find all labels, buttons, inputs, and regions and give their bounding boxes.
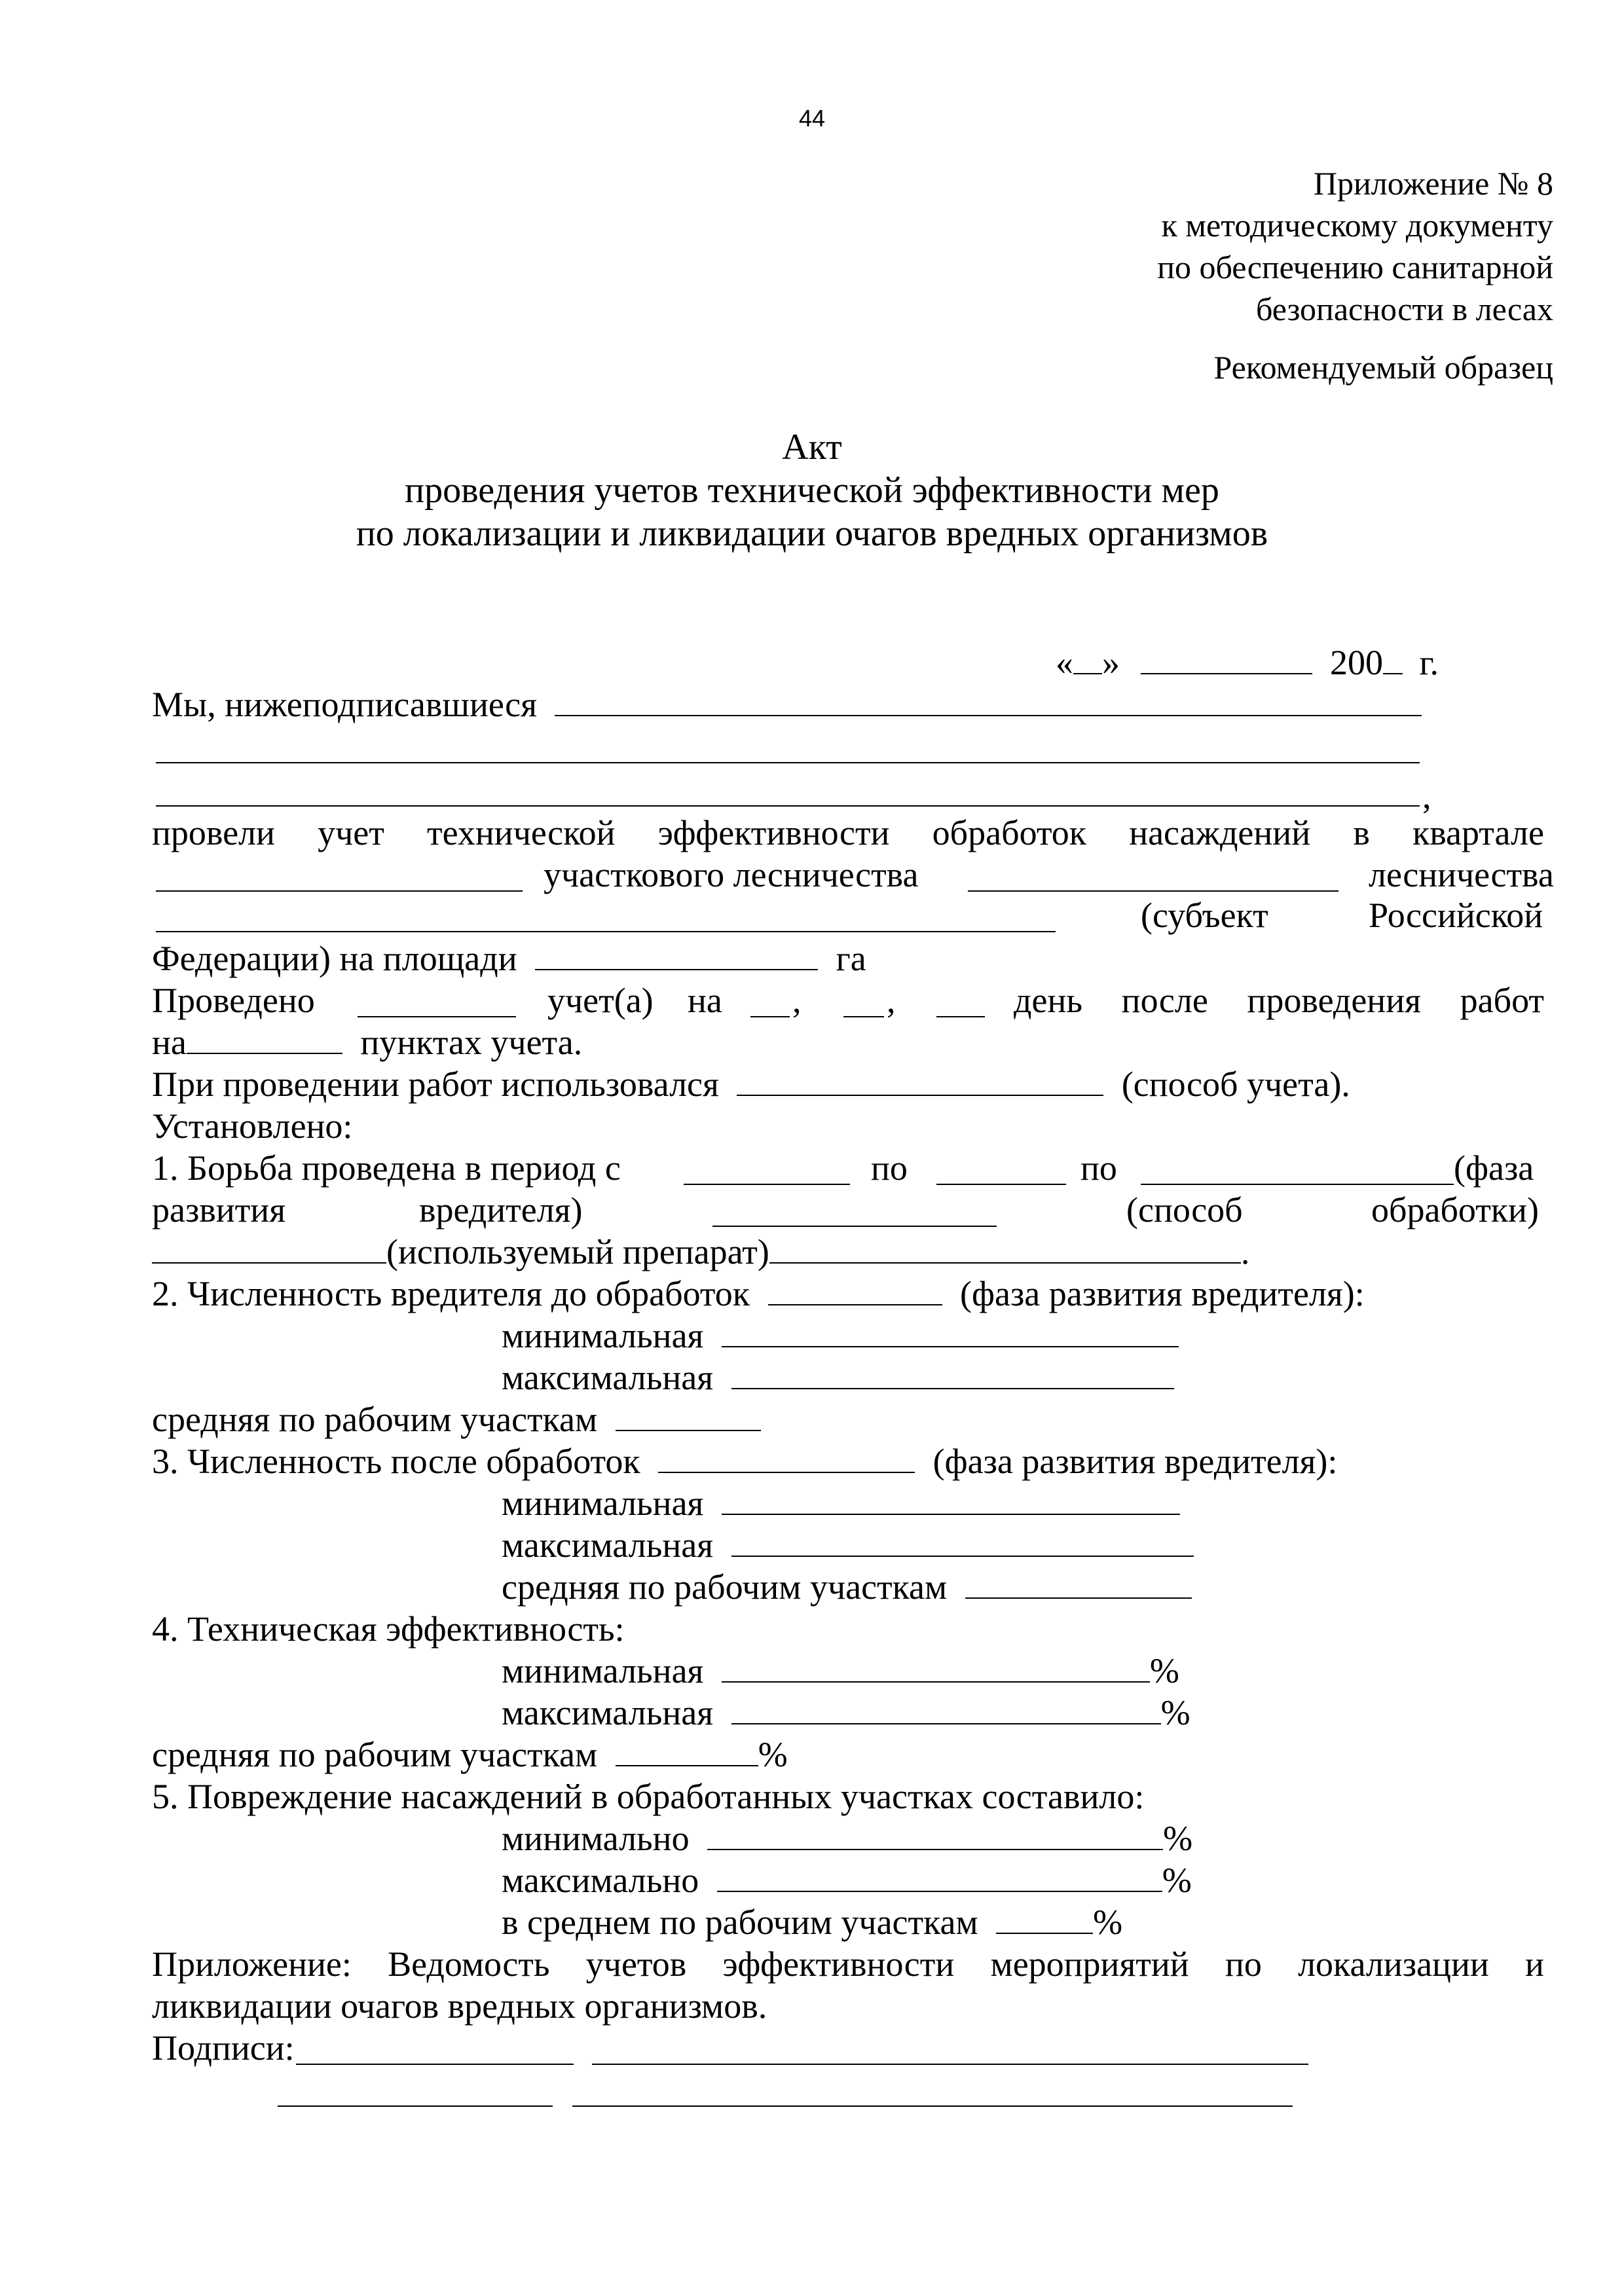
forestry-label: лесничества [1369, 855, 1554, 894]
conducted-word-6: насаждений [1129, 813, 1311, 852]
s1-dev-label: развития [152, 1190, 286, 1230]
attachment-word-2: Ведомость [388, 1944, 550, 1984]
performed-word-after: после [1121, 981, 1208, 1020]
intro-label: Мы, нижеподписавшиеся [152, 685, 537, 724]
title-line-2: проведения учетов технической эффективности мер [405, 470, 1219, 511]
date-year-prefix: 200 [1330, 643, 1383, 682]
day-field-2[interactable] [843, 1016, 884, 1017]
s4-avg-percent: % [758, 1735, 788, 1774]
s2-max-line [502, 1357, 1174, 1398]
subject-word-label: Российской [1369, 896, 1543, 935]
s1-method-close: обработки) [1371, 1190, 1539, 1230]
s4-max-percent: % [1160, 1693, 1190, 1732]
s1-by-1: по [871, 1148, 908, 1188]
s3-prefix: 3. Численность после обработок [152, 1442, 640, 1481]
s5-avg-field[interactable] [996, 1903, 1093, 1934]
method-line [152, 1063, 1350, 1105]
count-field[interactable] [358, 1016, 516, 1017]
appendix-line-3: по обеспечению санитарной [1157, 249, 1553, 285]
conducted-line [152, 812, 1544, 854]
s3-max-label: максимальная [502, 1525, 714, 1565]
s3-avg-field[interactable] [965, 1567, 1192, 1599]
s4-avg-label: средняя по рабочим участкам [152, 1735, 598, 1774]
s4-avg-field[interactable] [616, 1735, 758, 1766]
performed-label: Проведено [152, 981, 315, 1020]
points-count-field[interactable] [187, 1023, 342, 1054]
district-forestry-field[interactable] [968, 890, 1338, 892]
s2-count-field[interactable] [768, 1274, 942, 1305]
s5-heading: 5. Повреждение насаждений в обработанных участках составило: [152, 1777, 1145, 1816]
s4-max-field[interactable] [731, 1693, 1161, 1724]
s1-preparation-field[interactable] [769, 1232, 1241, 1264]
appendix-line-1: Приложение № 8 [1313, 165, 1553, 202]
signatures-label: Подписи: [152, 2028, 295, 2068]
quarter-field[interactable] [156, 890, 523, 892]
s2-avg-label: средняя по рабочим участкам [152, 1400, 598, 1439]
district-forestry-label: участкового лесничества [544, 855, 919, 894]
s1-period: . [1240, 1232, 1250, 1271]
attachment-word-8: и [1525, 1944, 1544, 1984]
signature-name-field-2[interactable] [572, 2105, 1293, 2107]
s2-line [152, 1273, 1365, 1315]
attachment-word-6: по [1225, 1944, 1262, 1984]
points-prefix: на [152, 1023, 187, 1062]
signatories-field-2[interactable] [156, 762, 1420, 763]
conducted-word-4: эффективности [657, 813, 890, 852]
forestry-field[interactable] [156, 931, 1056, 932]
s1-by-2: по [1080, 1148, 1117, 1188]
area-line [152, 938, 866, 979]
conducted-word-7: в [1353, 813, 1370, 852]
s4-min-field[interactable] [722, 1651, 1150, 1683]
appendix-line-4: безопасности в лесах [1256, 291, 1553, 327]
day-field-3[interactable] [936, 1016, 985, 1017]
day-comma-1: , [792, 981, 802, 1020]
s5-min-percent: % [1163, 1819, 1193, 1858]
s1-pest-label: вредителя) [419, 1190, 583, 1230]
hectares-label: га [836, 939, 866, 978]
document-title [0, 426, 1624, 555]
s3-avg-label: средняя по рабочим участкам [502, 1567, 948, 1607]
s2-avg-field[interactable] [616, 1400, 761, 1431]
area-field[interactable] [535, 939, 818, 970]
s1-preparation-line [152, 1231, 1249, 1273]
signature-field-1[interactable] [296, 2064, 574, 2065]
signatories-field-3[interactable] [156, 805, 1420, 807]
s5-max-field[interactable] [717, 1861, 1162, 1892]
s4-max-label: максимальная [502, 1693, 714, 1732]
date-close-quote: » [1102, 643, 1120, 682]
s2-min-field[interactable] [722, 1316, 1179, 1347]
s1-date-from-field[interactable] [684, 1184, 850, 1185]
attachment-word-7: локализации [1298, 1944, 1489, 1984]
s1-preparation-label: (используемый препарат) [386, 1232, 769, 1271]
s2-avg-line [152, 1398, 761, 1440]
federation-area-label: Федерации) на площади [152, 939, 517, 978]
s3-count-field[interactable] [658, 1442, 915, 1473]
on-label: на [688, 981, 722, 1020]
points-line [152, 1021, 582, 1063]
s5-min-label: минимально [502, 1819, 690, 1858]
s3-min-field[interactable] [722, 1484, 1180, 1515]
s4-min-label: минимальная [502, 1651, 704, 1690]
date-year-suffix: г. [1419, 643, 1439, 682]
conducted-word-2: учет [318, 813, 384, 852]
s4-min-line [502, 1650, 1179, 1692]
s1-treatment-method-field[interactable] [712, 1226, 997, 1227]
signatories-comma: , [1422, 776, 1431, 816]
established-label: Установлено: [152, 1106, 353, 1146]
accounting-method-field[interactable] [737, 1065, 1103, 1096]
attachment-word-1: Приложение: [152, 1944, 352, 1984]
s5-min-field[interactable] [707, 1819, 1163, 1850]
method-prefix: При проведении работ использовался [152, 1065, 719, 1104]
title-line-3: по локализации и ликвидации очагов вредных организмов [356, 513, 1268, 554]
day-comma-2: , [887, 981, 896, 1020]
count-unit-label: учет(а) [547, 981, 654, 1020]
s5-min-line [502, 1817, 1192, 1859]
s4-min-percent: % [1149, 1651, 1179, 1690]
s1-date-to-field[interactable] [936, 1184, 1066, 1185]
attachment-line-1 [152, 1943, 1544, 1985]
signatories-field-1[interactable] [555, 685, 1422, 716]
s4-avg-line [152, 1734, 788, 1776]
s1-method-open: (способ [1126, 1190, 1243, 1230]
s3-min-label: минимальная [502, 1484, 704, 1523]
title-line-1: Акт [782, 427, 842, 467]
attachment-line-2: ликвидации очагов вредных организмов. [152, 1986, 767, 2026]
attachment-word-5: мероприятий [990, 1944, 1189, 1984]
s4-heading: 4. Техническая эффективность: [152, 1609, 625, 1649]
s3-suffix: (фаза развития вредителя): [932, 1442, 1338, 1481]
date-month-field[interactable] [1141, 643, 1312, 674]
page-number: 44 [798, 105, 826, 132]
s3-line [152, 1440, 1337, 1482]
s3-max-field[interactable] [731, 1525, 1194, 1557]
s2-suffix: (фаза развития вредителя): [960, 1274, 1365, 1313]
s5-avg-line [502, 1901, 1122, 1943]
sample-label: Рекомендуемый образец [1213, 349, 1553, 386]
performed-word-conduct: проведения [1247, 981, 1421, 1020]
conducted-word-5: обработок [932, 813, 1086, 852]
method-suffix: (способ учета). [1121, 1065, 1350, 1104]
performed-word-day: день [1014, 981, 1082, 1020]
s2-min-line [502, 1315, 1179, 1357]
signature-field-2[interactable] [278, 2105, 553, 2107]
s1-preparation-left-field[interactable] [152, 1232, 386, 1264]
performed-word-works: работ [1460, 981, 1544, 1020]
s5-max-percent: % [1162, 1861, 1192, 1900]
s1-phase-open: (фаза [1454, 1148, 1534, 1188]
attachment-word-4: эффективности [722, 1944, 955, 1984]
appendix-line-2: к методическому документу [1161, 207, 1553, 244]
s2-max-field[interactable] [731, 1358, 1174, 1389]
attachment-word-3: учетов [585, 1944, 687, 1984]
signature-name-field-1[interactable] [592, 2064, 1308, 2065]
s3-min-line [502, 1482, 1180, 1524]
intro-line [152, 683, 1422, 725]
performed-tail [1014, 979, 1544, 1021]
date-open-quote: « [1056, 643, 1073, 682]
s2-prefix: 2. Численность вредителя до обработок [152, 1274, 750, 1313]
date-day-field[interactable] [1073, 643, 1102, 674]
points-suffix: пунктах учета. [360, 1023, 583, 1062]
s5-avg-label: в среднем по рабочим участкам [502, 1903, 978, 1942]
s3-max-line [502, 1524, 1194, 1566]
appendix-block [964, 162, 1553, 330]
s2-min-label: минимальная [502, 1316, 704, 1355]
conducted-word-8: квартале [1412, 813, 1544, 852]
s4-max-line [502, 1692, 1190, 1734]
date-line [1056, 642, 1439, 683]
s5-max-label: максимально [502, 1861, 699, 1900]
s5-max-line [502, 1859, 1192, 1901]
s1-prefix: 1. Борьба проведена в период с [152, 1148, 621, 1188]
conducted-word-3: технической [427, 813, 616, 852]
date-year-field[interactable] [1383, 643, 1403, 674]
s3-avg-line [502, 1566, 1192, 1608]
subject-open-label: (субъект [1141, 896, 1268, 935]
s1-phase-field[interactable] [1141, 1184, 1454, 1185]
s2-max-label: максимальная [502, 1358, 714, 1397]
day-field-1[interactable] [750, 1016, 790, 1017]
conducted-word-1: провели [152, 813, 275, 852]
s5-avg-percent: % [1093, 1903, 1123, 1942]
